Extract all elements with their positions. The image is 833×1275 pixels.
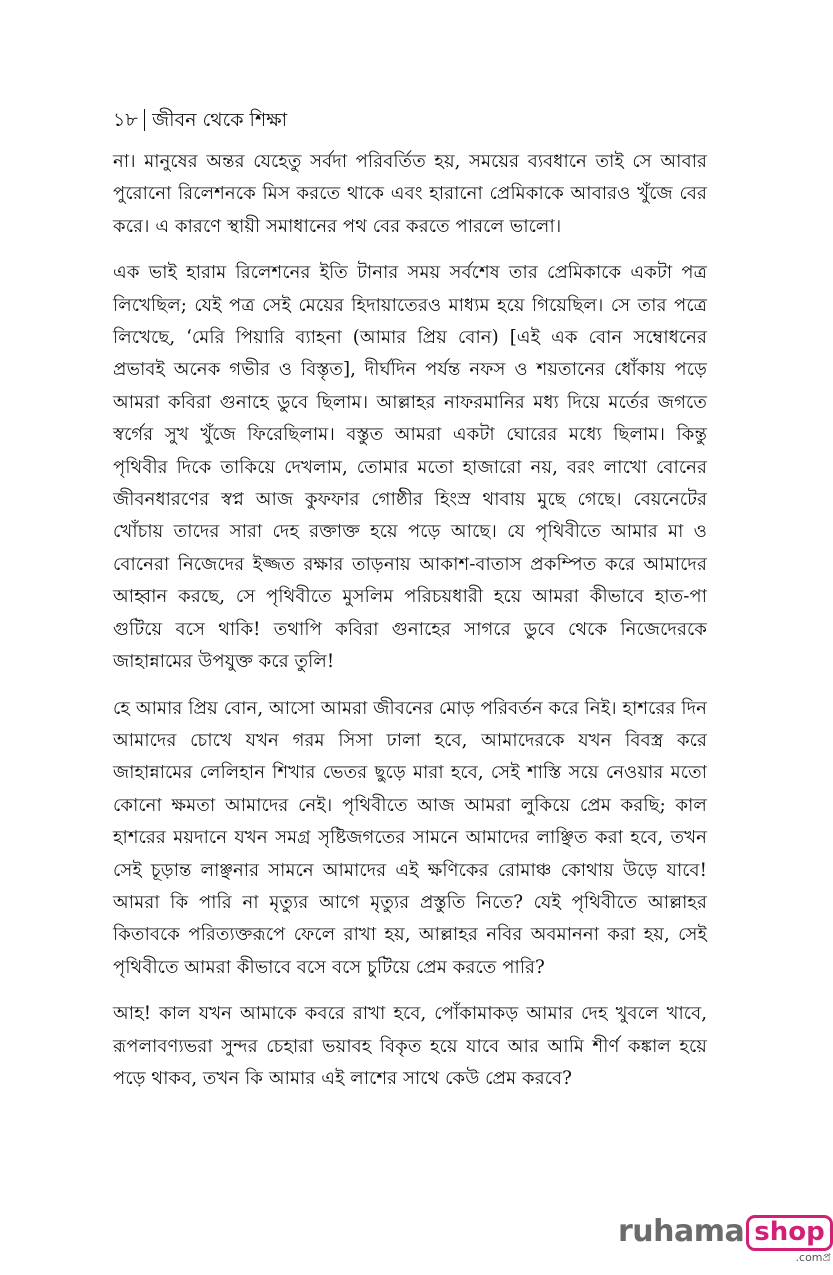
logo-text-shop: shop (746, 1215, 832, 1251)
logo-text-ruhama: ruhama (618, 1214, 745, 1249)
paragraph-4: আহ! কাল যখন আমাকে কবরে রাখা হবে, পোঁকামাকড় আমার দেহ খুবলে খাবে, রূপলাবণ্যভরা সুন্দর চেহারা ভয়াবহ বিকৃত হয়ে যাবে আর আমি শীর্ণ কঙ্কাল হয়ে পড়ে থাকব, তখন কি আমার এই লাশের সাথে কেউ প্রেম করবে? (113, 1003, 707, 1089)
paragraph-1: না। মানুষের অন্তর যেহেতু সর্বদা পরিবর্তিত হয়, সময়ের ব্যবধানে তাই সে আবার পুরোনো রিলেশনকে মিস করতে থাকে এবং হারানো প্রেমিকাকে আবারও খুঁজে বের করে। এ কারণে স্থায়ী সমাধানের পথ বের করতে পারলে ভালো। (113, 151, 707, 237)
running-header (113, 108, 287, 132)
paragraph-3: হে আমার প্রিয় বোন, আসো আমরা জীবনের মোড় পরিবর্তন করে নিই। হাশরের দিন আমাদের চোখে যখন গরম সিসা ঢালা হবে, আমাদেরকে যখন বিবস্ত্র করে জাহান্নামের লেলিহান শিখার ভেতর ছুড়ে মারা হবে, সেই শাস্তি সয়ে নেওয়ার মতো কোনো ক্ষমতা আমাদের নেই। পৃথিবীতে আজ আমরা লুকিয়ে প্রেম করছি; কাল হাশরের ময়দানে যখন সমগ্র সৃষ্টিজগতের সামনে আমাদের লাঞ্ছিত করা হবে, তখন সেই চূড়ান্ত লাঞ্ছনার সামনে আমাদের এই ক্ষণিকের রোমাঞ্চ কোথায় উড়ে যাবে! আমরা কি পারি না মৃত্যুর আগে মৃত্যুর প্রস্তুতি নিতে? যেই পৃথিবীতে আল্লাহর কিতাবকে পরিত্যক্তরূপে ফেলে রাখা হয়, আল্লাহর নবির অবমাননা করা হয়, সেই পৃথিবীতে আমরা কীভাবে বসে বসে চুটিয়ে প্রেম করতে পারি? (113, 697, 707, 978)
ruhamashop-logo (618, 1214, 833, 1264)
header-divider (144, 109, 146, 131)
logo-text-com: .comপ্র (795, 1251, 831, 1264)
book-title: জীবন থেকে শিক্ষা (152, 109, 288, 131)
page-number: ১৮ (113, 109, 138, 131)
paragraph-2: এক ভাই হারাম রিলেশনের ইতি টানার সময় সর্বশেষ তার প্রেমিকাকে একটা পত্র লিখেছিল; যেই পত্র সেই মেয়ের হিদায়াতেরও মাধ্যম হয়ে গিয়েছিল। সে তার পত্রে লিখেছে, ‘মেরি পিয়ারি ব্যাহনা (আমার প্রিয় বোন) [এই এক বোন সম্বোধনের প্রভাবই অনেক গভীর ও বিস্তৃত], দীর্ঘদিন পর্যন্ত নফস ও শয়তানের ধোঁকায় পড়ে আমরা কবিরা গুনাহে ডুবে ছিলাম। আল্লাহর নাফরমানির মধ্য দিয়ে মর্তের জগতে স্বর্গের সুখ খুঁজে ফিরেছিলাম। বস্তুত আমরা একটা ঘোরের মধ্যে ছিলাম। কিন্তু পৃথিবীর দিকে তাকিয়ে দেখলাম, তোমার মতো হাজারো নয়, বরং লাখো বোনের জীবনধারণের স্বপ্ন আজ কুফফার গোষ্ঠীর হিংস্র থাবায় মুছে গেছে। বেয়নেটের খোঁচায় তাদের সারা দেহ রক্তাক্ত হয়ে পড়ে আছে। যে পৃথিবীতে আমার মা ও বোনেরা নিজেদের ইজ্জত রক্ষার তাড়নায় আকাশ-বাতাস প্রকম্পিত করে আমাদের আহ্বান করছে, সে পৃথিবীতে মুসলিম পরিচয়ধারী হয়ে আমরা কীভাবে হাত-পা গুটিয়ে বসে থাকি! তথাপি কবিরা গুনাহের সাগরে ডুবে থেকে নিজেদেরকে জাহান্নামের উপযুক্ত করে তুলি! (113, 262, 707, 673)
page-body (113, 146, 707, 1109)
logo-shop-badge (746, 1215, 832, 1264)
